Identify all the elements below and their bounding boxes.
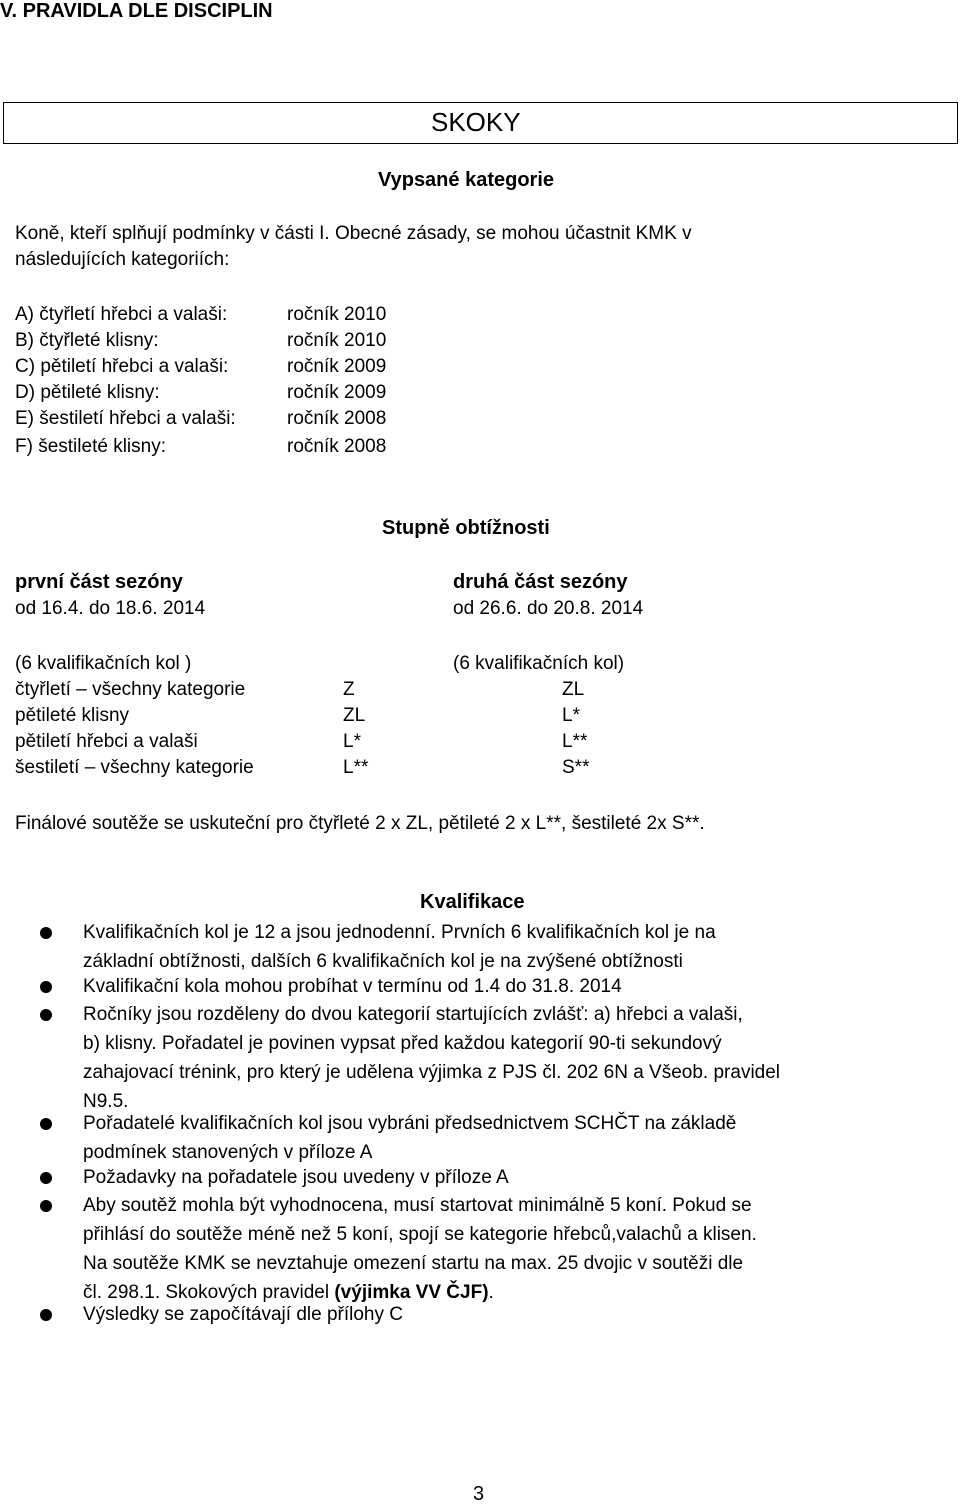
list-item-line: Ročníky jsou rozděleny do dvou kategorií startujících zvlášť: a) hřebci a valaši, bbox=[83, 1004, 743, 1025]
list-item-line: N9.5. bbox=[83, 1091, 129, 1112]
finals-text: Finálové soutěže se uskuteční pro čtyřleté 2 x ZL, pětileté 2 x L**, šestileté 2x S**. bbox=[15, 813, 705, 834]
list-item bbox=[83, 1163, 947, 1192]
category-label: B) čtyřleté klisny: bbox=[15, 330, 159, 351]
difficulty-second: ZL bbox=[562, 679, 585, 700]
last-line-prefix: čl. 298.1. Skokových pravidel bbox=[83, 1282, 335, 1303]
list-item-line: Kvalifikační kola mohou probíhat v termínu od 1.4 do 31.8. 2014 bbox=[83, 976, 622, 997]
list-item-line: základní obtížnosti, dalších 6 kvalifikačních kol je na zvýšené obtížnosti bbox=[83, 951, 683, 972]
last-line-bold: (výjimka VV ČJF) bbox=[334, 1282, 489, 1303]
difficulty-second: L* bbox=[562, 705, 580, 726]
list-item-line: přihlásí do soutěže méně než 5 koní, spojí se kategorie hřebců,valachů a klisen. bbox=[83, 1224, 757, 1245]
list-item bbox=[83, 1191, 947, 1307]
difficulty-label: šestiletí – všechny kategorie bbox=[15, 757, 254, 778]
list-item bbox=[83, 918, 947, 976]
difficulty-first: ZL bbox=[343, 705, 366, 726]
last-line-suffix: . bbox=[488, 1282, 494, 1303]
second-season-title: druhá část sezóny bbox=[453, 571, 628, 593]
difficulty-first: Z bbox=[343, 679, 355, 700]
section-heading: V. PRAVIDLA DLE DISCIPLIN bbox=[0, 0, 273, 22]
difficulty-first: L** bbox=[343, 757, 369, 778]
page-number: 3 bbox=[473, 1483, 485, 1505]
list-item-line: Výsledky se započítávají dle přílohy C bbox=[83, 1304, 403, 1325]
list-item-line: Kvalifikačních kol je 12 a jsou jednodenní. Prvních 6 kvalifikačních kol je na bbox=[83, 922, 716, 943]
first-season-dates: od 16.4. do 18.6. 2014 bbox=[15, 598, 206, 619]
difficulty-second: L** bbox=[562, 731, 588, 752]
list-item-line: podmínek stanovených v příloze A bbox=[83, 1142, 373, 1163]
intro-line-1: Koně, kteří splňují podmínky v části I. Obecné zásady, se mohou účastnit KMK v bbox=[15, 223, 692, 244]
bullet-icon bbox=[40, 1009, 52, 1021]
list-item bbox=[83, 1109, 947, 1167]
difficulty-heading: Stupně obtížnosti bbox=[382, 517, 550, 539]
list-item-line: Pořadatelé kvalifikačních kol jsou vybráni předsednictvem SCHČT na základě bbox=[83, 1113, 737, 1134]
bullet-icon bbox=[40, 927, 52, 939]
difficulty-label: čtyřletí – všechny kategorie bbox=[15, 679, 246, 700]
category-label: D) pětileté klisny: bbox=[15, 382, 160, 403]
category-label: A) čtyřletí hřebci a valaši: bbox=[15, 304, 228, 325]
list-item-line: Aby soutěž mohla být vyhodnocena, musí startovat minimálně 5 koní. Pokud se bbox=[83, 1195, 752, 1216]
list-item bbox=[83, 1000, 947, 1116]
list-item bbox=[83, 1300, 947, 1329]
category-year: ročník 2008 bbox=[287, 436, 387, 457]
difficulty-second: S** bbox=[562, 757, 590, 778]
difficulty-label: pětileté klisny bbox=[15, 705, 130, 726]
bullet-icon bbox=[40, 1200, 52, 1212]
category-year: ročník 2010 bbox=[287, 304, 387, 325]
qualification-heading: Kvalifikace bbox=[420, 891, 525, 913]
category-label: C) pětiletí hřebci a valaši: bbox=[15, 356, 229, 377]
bullet-icon bbox=[40, 1309, 52, 1321]
difficulty-first: L* bbox=[343, 731, 361, 752]
category-label: E) šestiletí hřebci a valaši: bbox=[15, 408, 236, 429]
bullet-icon bbox=[40, 1118, 52, 1130]
category-label: F) šestileté klisny: bbox=[15, 436, 166, 457]
intro-line-2: následujících kategoriích: bbox=[15, 249, 230, 270]
second-season-rounds: (6 kvalifikačních kol) bbox=[453, 653, 625, 674]
category-year: ročník 2010 bbox=[287, 330, 387, 351]
category-year: ročník 2008 bbox=[287, 408, 387, 429]
bullet-icon bbox=[40, 1172, 52, 1184]
list-item bbox=[83, 972, 947, 1001]
list-item-line: Požadavky na pořadatele jsou uvedeny v příloze A bbox=[83, 1167, 509, 1188]
category-year: ročník 2009 bbox=[287, 382, 387, 403]
first-season-rounds: (6 kvalifikačních kol ) bbox=[15, 653, 192, 674]
list-item-line: b) klisny. Pořadatel je povinen vypsat před každou kategorií 90-ti sekundový bbox=[83, 1033, 722, 1054]
list-item-line: Na soutěže KMK se nevztahuje omezení startu na max. 25 dvojic v soutěži dle bbox=[83, 1253, 744, 1274]
category-year: ročník 2009 bbox=[287, 356, 387, 377]
difficulty-label: pětiletí hřebci a valaši bbox=[15, 731, 198, 752]
second-season-dates: od 26.6. do 20.8. 2014 bbox=[453, 598, 644, 619]
page-title: SKOKY bbox=[431, 107, 521, 137]
list-item-line: zahajovací trénink, pro který je udělena výjimka z PJS čl. 202 6N a Všeob. pravidel bbox=[83, 1062, 781, 1083]
bullet-icon bbox=[40, 981, 52, 993]
first-season-title: první část sezóny bbox=[15, 571, 183, 593]
categories-heading: Vypsané kategorie bbox=[378, 169, 555, 191]
